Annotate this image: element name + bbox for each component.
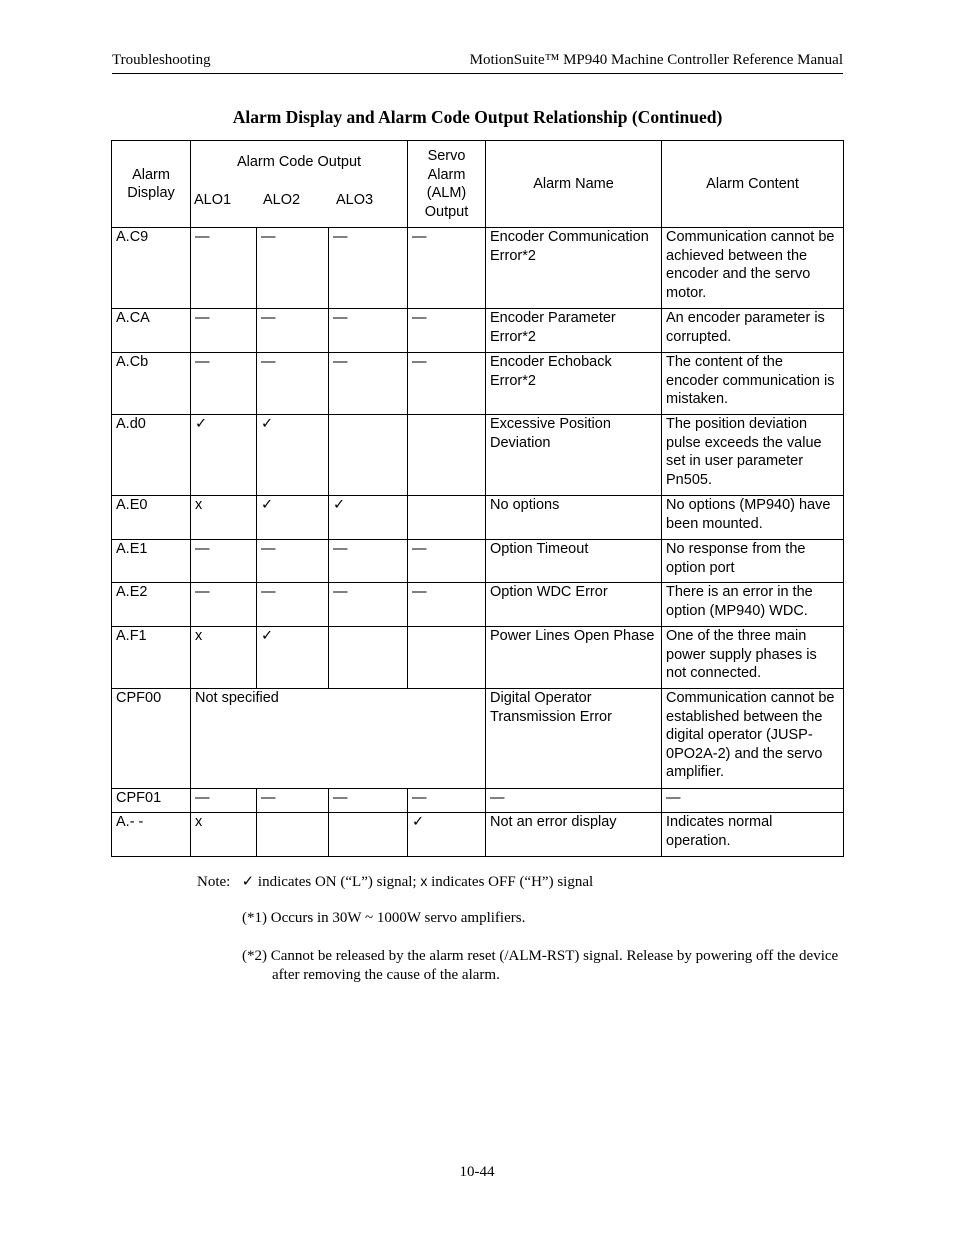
table-row: [112, 353, 844, 415]
cell-alarm-content: Indicates normal operation.: [662, 813, 844, 857]
cell-alo2: —: [257, 583, 329, 627]
cell-servo-alarm-output: [408, 627, 486, 689]
cell-alarm-content: Communication cannot be established between the digital operator (JUSP-0PO2A-2) and the servo amplifier.: [662, 689, 844, 789]
cell-alo1: —: [191, 583, 257, 627]
cell-alarm-name: Encoder Echoback Error*2: [486, 353, 662, 415]
header-alarm-content: Alarm Content: [662, 141, 844, 228]
cell-alarm-display: A.C9: [112, 228, 191, 309]
check-icon: ✓: [241, 874, 255, 890]
cell-alarm-name: Excessive Position Deviation: [486, 415, 662, 496]
cell-servo-alarm-output: —: [408, 309, 486, 353]
note-legend: [197, 872, 593, 892]
cell-alo2: ✓: [257, 496, 329, 540]
cell-servo-alarm-output: —: [408, 789, 486, 813]
cell-alo1: —: [191, 353, 257, 415]
cell-alo2: [257, 813, 329, 857]
cell-servo-alarm-output: —: [408, 540, 486, 583]
cell-alarm-display: A.E1: [112, 540, 191, 583]
header-alarm-display: Alarm Display: [112, 141, 191, 228]
header-alo3: ALO3: [336, 192, 374, 208]
cell-alarm-name: Digital Operator Transmission Error: [486, 689, 662, 789]
cell-servo-alarm-output: —: [408, 583, 486, 627]
cell-alo3: [329, 813, 408, 857]
header-manual-title: MotionSuite™ MP940 Machine Controller Reference Manual: [469, 52, 843, 68]
cell-alarm-content: No response from the option port: [662, 540, 844, 583]
cell-servo-alarm-output: [408, 496, 486, 540]
cell-servo-alarm-output: [408, 415, 486, 496]
cell-alarm-name: Encoder Parameter Error*2: [486, 309, 662, 353]
cell-alarm-content: One of the three main power supply phases is not connected.: [662, 627, 844, 689]
header-alarm-name: Alarm Name: [486, 141, 662, 228]
header-alarm-code-output-label: Alarm Code Output: [236, 154, 362, 170]
cell-alo3: —: [329, 228, 408, 309]
table-row: [112, 540, 844, 583]
cell-alarm-content: The position deviation pulse exceeds the value set in user parameter Pn505.: [662, 415, 844, 496]
cell-alarm-display: A.CA: [112, 309, 191, 353]
page-title: Alarm Display and Alarm Code Output Relationship (Continued): [232, 107, 723, 127]
page-number: 10-44: [459, 1164, 495, 1180]
cell-alo3: —: [329, 789, 408, 813]
cell-alarm-display: A.- -: [112, 813, 191, 857]
cell-alarm-code-merged: Not specified: [191, 689, 486, 789]
cell-alarm-display: A.E2: [112, 583, 191, 627]
table-row: [112, 415, 844, 496]
cell-alarm-display: CPF01: [112, 789, 191, 813]
cell-alarm-content: There is an error in the option (MP940) WDC.: [662, 583, 844, 627]
cell-alo1: ✓: [191, 415, 257, 496]
cell-alarm-name: Option Timeout: [486, 540, 662, 583]
cell-alarm-content: —: [662, 789, 844, 813]
cell-alarm-name: No options: [486, 496, 662, 540]
cell-alo3: ✓: [329, 496, 408, 540]
cell-alo2: —: [257, 540, 329, 583]
table-row: [112, 583, 844, 627]
header-alo2: ALO2: [263, 192, 301, 208]
cell-servo-alarm-output: —: [408, 228, 486, 309]
cell-alarm-name: —: [486, 789, 662, 813]
cell-alarm-name: Not an error display: [486, 813, 662, 857]
cell-alo1: x: [191, 496, 257, 540]
table-row: [112, 689, 844, 789]
cell-alarm-display: CPF00: [112, 689, 191, 789]
cell-alo3: [329, 415, 408, 496]
cell-alarm-display: A.Cb: [112, 353, 191, 415]
header-alarm-code-output: [191, 141, 408, 228]
table-row: [112, 813, 844, 857]
cell-alarm-content: Communication cannot be achieved between the encoder and the servo motor.: [662, 228, 844, 309]
cell-alo3: —: [329, 353, 408, 415]
cell-alo1: x: [191, 813, 257, 857]
page-header: [112, 52, 843, 74]
cell-alo2: —: [257, 228, 329, 309]
cell-alo2: —: [257, 789, 329, 813]
header-servo-alarm-output: Servo Alarm (ALM) Output: [408, 141, 486, 228]
table-row: [112, 228, 844, 309]
note-label: Note:: [197, 874, 231, 890]
table-header-row: [112, 141, 844, 228]
header-section: Troubleshooting: [112, 52, 211, 68]
table-row: [112, 309, 844, 353]
cell-alarm-content: No options (MP940) have been mounted.: [662, 496, 844, 540]
cell-alo1: —: [191, 309, 257, 353]
cell-alo3: [329, 627, 408, 689]
note-2: (*2) Cannot be released by the alarm reset (/ALM-RST) signal. Release by powering off the device after removing the cause of the alarm.: [242, 948, 839, 983]
cell-alarm-display: A.E0: [112, 496, 191, 540]
cell-alo1: —: [191, 228, 257, 309]
cell-alo2: —: [257, 353, 329, 415]
cell-alo2: ✓: [257, 627, 329, 689]
note-1: (*1) Occurs in 30W ~ 1000W servo amplifiers.: [242, 910, 526, 926]
cell-alo2: —: [257, 309, 329, 353]
header-alo1: ALO1: [194, 192, 232, 208]
cell-alo1: —: [191, 789, 257, 813]
cell-alo3: —: [329, 583, 408, 627]
cell-alo1: —: [191, 540, 257, 583]
cell-alo3: —: [329, 540, 408, 583]
table-row: [112, 789, 844, 813]
cell-alo3: —: [329, 309, 408, 353]
table-row: [112, 496, 844, 540]
cell-alarm-name: Option WDC Error: [486, 583, 662, 627]
cell-alarm-content: The content of the encoder communication is mistaken.: [662, 353, 844, 415]
note-on-text: indicates ON (“L”) signal;: [257, 874, 417, 890]
table-row: [112, 627, 844, 689]
cell-servo-alarm-output: —: [408, 353, 486, 415]
cell-alarm-display: A.d0: [112, 415, 191, 496]
alarm-table: [111, 140, 844, 857]
cell-alarm-display: A.F1: [112, 627, 191, 689]
cell-servo-alarm-output: ✓: [408, 813, 486, 857]
cell-alo2: ✓: [257, 415, 329, 496]
cell-alarm-name: Encoder Communication Error*2: [486, 228, 662, 309]
cell-alarm-name: Power Lines Open Phase: [486, 627, 662, 689]
cell-alo1: x: [191, 627, 257, 689]
cell-alarm-content: An encoder parameter is corrupted.: [662, 309, 844, 353]
note-off-text: indicates OFF (“H”) signal: [431, 874, 594, 890]
x-icon: x: [420, 873, 428, 889]
